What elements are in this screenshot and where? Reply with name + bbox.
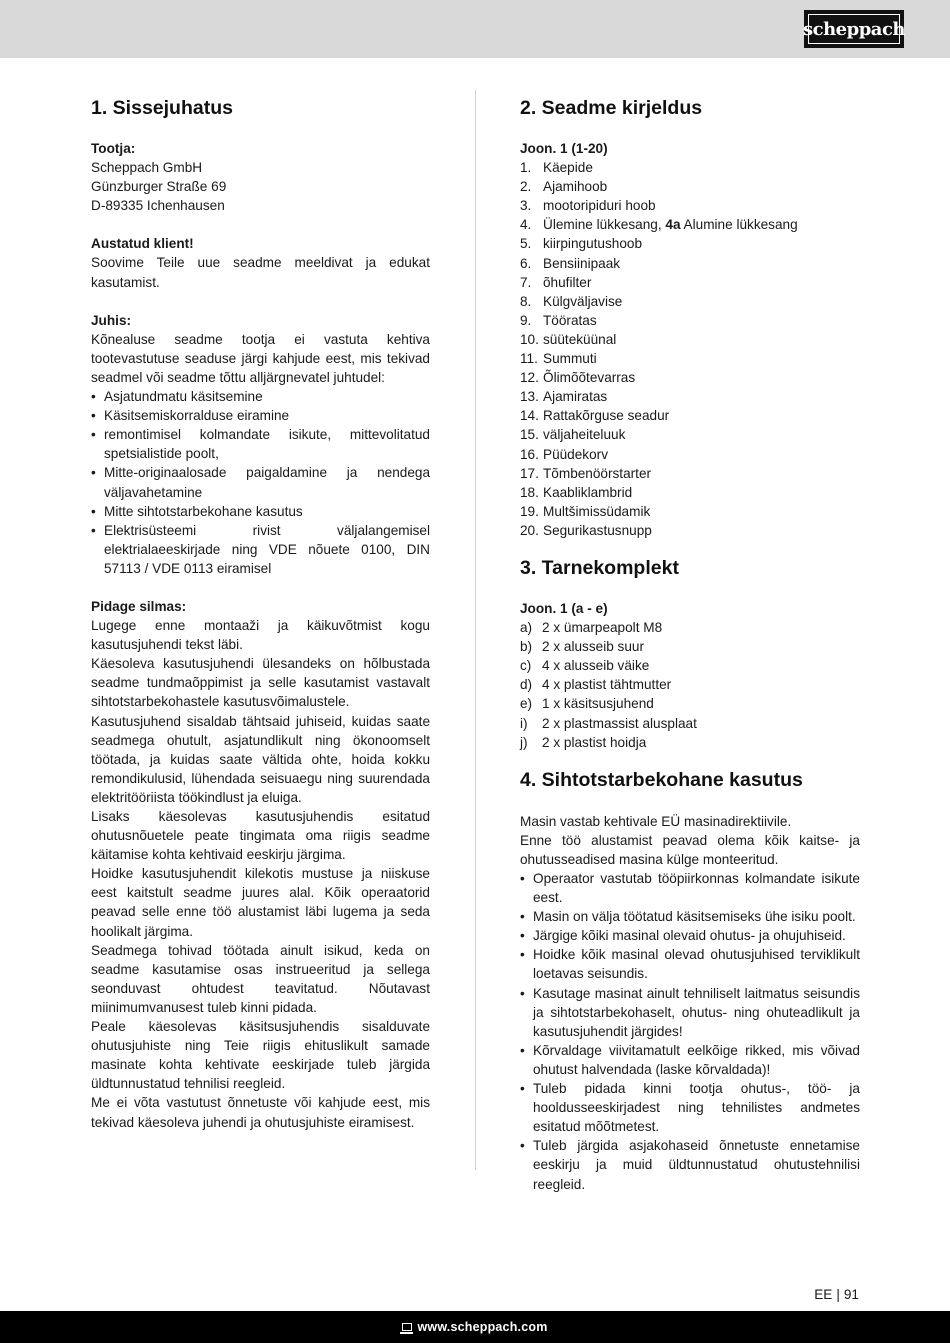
list-item: 19. Multšimissüdamik [520,503,651,519]
section-title-delivery: 3. Tarnekomplekt [520,556,679,579]
list-item: 6. Bensiinipaak [520,255,621,271]
note-text: Kõnealuse seadme tootja ei vastuta kehtiva tootevastutuse seaduse järgi kahjude eest, mis tekivad seadmel või seadme tõttu alljärgnevatel juhtudel: [91,331,430,385]
list-item: 2. Ajamihoob [520,179,608,195]
list-item: 13. Ajamiratas [520,389,608,405]
list-item: • Järgige kõiki masinal olevaid ohutus- ja ohujuhiseid. [520,926,860,945]
list-item: 5. kiirpingutushoob [520,236,642,252]
page-num: 91 [843,1287,859,1302]
list-item: • remontimisel kolmandate isikute, mittevolitatud spetsialistide poolt, [91,425,430,463]
section-title-introduction: 1. Sissejuhatus [91,97,233,119]
list-item: 11. Summuti [520,351,597,367]
list-item: 10. süüteküünal [520,331,617,347]
dear-customer-text: Soovime Teile uue seadme meeldivat ja edukat kasutamist. [91,255,430,290]
attention-label: Pidage silmas: [91,598,187,614]
figure-label: Joon. 1 (1-20) [520,141,608,156]
paragraph: Kasutusjuhend sisaldab tähtsaid juhiseid, kuidas saate seadmega ohutult, asjatundlikult ning ökonoomselt töötada, ja kuidas saate vältida ohte, hoida kokku remondikulusid, lühendada seisuaegu ning suurendada elektritööriista töökindlust ja eluiga. [91,713,430,805]
list-item: • Elektrisüsteemi rivist väljalangemisel elektrialaeeskirjade ning VDE nõuete 0100, DIN 57113 / VDE 0113 eiramisel [91,521,430,578]
language-code: EE [814,1287,833,1302]
header-bar [0,0,950,58]
parts-list [520,158,860,540]
page-number [814,1287,859,1302]
list-item: • Masin on välja töötatud käsitsemiseks ühe isiku poolt. [520,907,860,926]
list-item: • Asjatundmatu käsitsemine [91,387,430,406]
list-item: 4. Ülemine lükkesang, 4a Alumine lükkesang [520,217,798,233]
website-link[interactable]: www.scheppach.com [417,1320,548,1334]
dear-customer-label: Austatud klient! [91,236,194,252]
list-item: i) 2 x plastmassist alusplaat [520,715,697,731]
logo-text: scheppach [808,14,900,44]
delivery-list [520,618,860,752]
paragraph: Seadmega tohivad töötada ainult isikud, keda on seadme kasutamise osas instrueeritud ja sellega seonduvast ohtudest teavitatud. Nõutavast miinimumvanusest tuleb kinni pidada. [91,942,430,1015]
manufacturer-line: D-89335 Ichenhausen [91,198,225,214]
list-item: d) 4 x plastist tähtmutter [520,677,672,693]
list-item: j) 2 x plastist hoidja [520,734,647,750]
monitor-icon [402,1323,412,1331]
section-title-intended-use: 4. Sihtotstarbekohane kasutus [520,768,803,791]
list-item: • Tuleb järgida asjakohaseid õnnetuste ennetamise eeskirju ja muid üldtunnustatud ohutustehnilisi reegleid. [520,1136,860,1193]
note-label: Juhis: [91,312,132,328]
list-item: 7. õhufilter [520,274,592,290]
note-bullet-list [91,387,430,578]
dear-customer-block [91,234,430,291]
manufacturer-line: Günzburger Straße 69 [91,179,227,195]
list-item: 3. mootoripiduri hoob [520,198,656,214]
list-item: 16. Püüdekorv [520,446,608,462]
list-item: 17. Tõmbenöörstarter [520,465,652,481]
list-item: • Kasutage masinat ainult tehniliselt laitmatus seisundis ja sihtotstarbekohaselt, ohutus- ning ohuteadlikult ja kasutusjuhendit järgides! [520,984,860,1041]
section-title-description: 2. Seadme kirjeldus [520,97,703,119]
list-item: c) 4 x alusseib väike [520,658,650,674]
attention-block [91,597,430,1132]
paragraph: Peale käesolevas käsitsusjuhendis sisalduvate ohutusjuhiste ning Teie riigis ehituslikult samade masinate kohta kehtivate eeskirjade tuleb järgida üldtunnustatud tehnilisi reegleid. [91,1019,430,1092]
paragraph: Lisaks käesolevas kasutusjuhendis esitatud ohutusnõuetele peate tingimata oma riigis seadme käitamise kohta kehtivaid eeskirju järgima. [91,809,430,863]
list-item: • Kõrvaldage viivitamatult eelkõige rikked, mis võivad ohutust halvendada (laske kõrvaldada)! [520,1041,860,1079]
list-item: 9. Tööratas [520,312,597,328]
list-item: • Käsitsemiskorralduse eiramine [91,406,430,425]
list-item: • Operaator vastutab tööpiirkonnas kolmandate isikute eest. [520,869,860,907]
paragraph: Hoidke kasutusjuhendit kilekotis mustuse ja niiskuse eest kaitstult seadme juures alal. Kõik operaatorid peavad selle enne töö alustamist läbi lugema ja seda hoolikalt järgima. [91,866,430,939]
list-item: 20. Segurikastusnupp [520,522,652,538]
manufacturer-label: Tootja: [91,141,136,156]
list-item: a) 2 x ümarpeapolt M8 [520,620,663,636]
column-divider [475,90,476,1170]
paragraph: Käesoleva kasutusjuhendi ülesandeks on hõlbustada seadme tundmaõppimist ja selle kasutamist vastavalt sihtotstarbekohastele kasutusvõimalustele. [91,656,430,710]
page-separator: | [836,1287,840,1302]
manufacturer-line: Scheppach GmbH [91,160,203,176]
list-item: • Tuleb pidada kinni tootja ohutus-, töö- ja hooldusseeskirjadest ning tehnilistes andmetes esitatud mõõtmetest. [520,1079,860,1136]
list-item: e) 1 x käsitsusjuhend [520,696,654,712]
intended-use-bullet-list [520,869,860,1194]
right-column [520,94,860,1194]
left-column [91,94,430,1132]
list-item: 8. Külgväljavise [520,293,623,309]
list-item: • Mitte-originaalosade paigaldamine ja nendega väljavahetamine [91,463,430,501]
note-block [91,311,430,578]
paragraph: Me ei võta vastutust õnnetuste või kahjude eest, mis tekivad käesoleva juhendi ja ohutusjuhiste eiramisest. [91,1095,430,1130]
list-item: 18. Kaabliklambrid [520,484,633,500]
list-item: 12. Õlimõõtevarras [520,370,636,386]
footer-bar [0,1311,950,1343]
list-item: 14. Rattakõrguse seadur [520,408,670,424]
figure-label: Joon. 1 (a - e) [520,600,608,616]
brand-logo [804,10,904,48]
list-item: • Mitte sihtotstarbekohane kasutus [91,502,430,521]
list-item: 15. väljaheiteluuk [520,427,626,443]
paragraph: Enne töö alustamist peavad olema kõik kaitse- ja ohutusseadised masina külge monteeritud. [520,832,860,867]
list-item: b) 2 x alusseib suur [520,639,645,655]
paragraph: Masin vastab kehtivale EÜ masinadirektiivile. [520,813,792,829]
paragraph: Lugege enne montaaži ja käikuvõtmist kogu kasutusjuhendi tekst läbi. [91,618,430,653]
manufacturer-block [91,139,430,215]
list-item: • Hoidke kõik masinal olevad ohutusjuhised terviklikult loetavas seisundis. [520,945,860,983]
list-item: 1. Käepide [520,160,593,176]
